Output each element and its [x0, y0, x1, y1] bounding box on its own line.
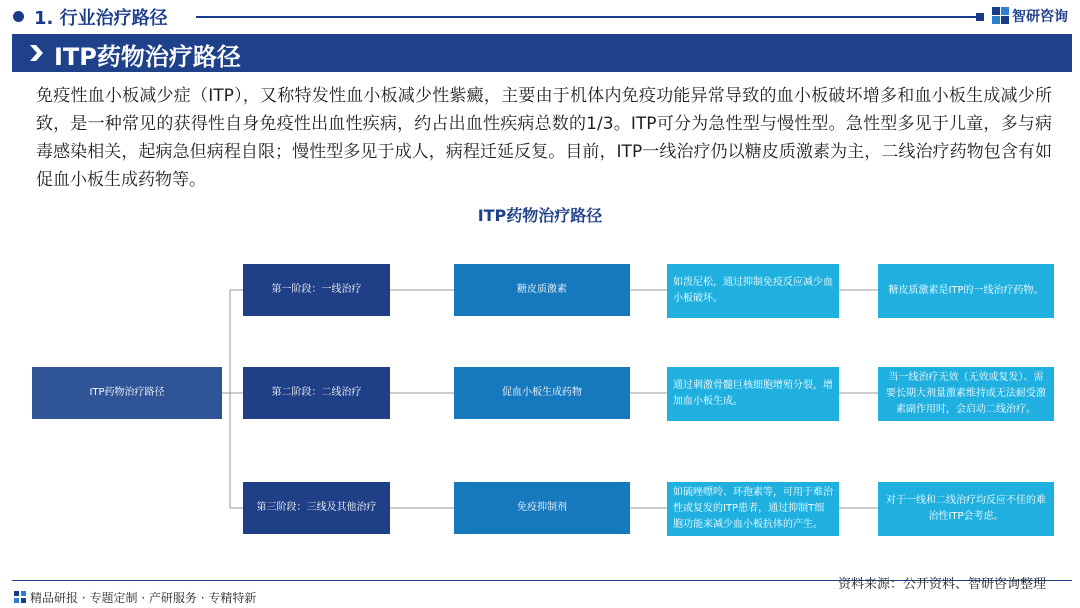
note-node-third-line: 对于一线和二线治疗均反应不佳的难治性ITP会考虑。: [878, 482, 1054, 536]
drug-node-glucocorticoid: 糖皮质激素: [454, 264, 630, 316]
drug-node-tpo-agonist: 促血小板生成药物: [454, 367, 630, 419]
stage-node-third-line: 第三阶段：三线及其他治疗: [243, 482, 390, 534]
diagram-title: ITP药物治疗路径: [477, 206, 603, 225]
section-title: 1. 行业治疗路径: [34, 8, 168, 29]
brand-logo-text: 智研咨询: [1012, 9, 1068, 25]
brand-logo-small-icon: [14, 591, 26, 603]
mechanism-node-second-line: 通过刺激骨髓巨核细胞增殖分裂，增加血小板生成。: [667, 367, 839, 421]
note-node-first-line: 糖皮质激素是ITP的一线治疗药物。: [878, 264, 1054, 318]
data-source: 资料来源：公开资料、智研咨询整理: [837, 577, 1046, 592]
note-node-second-line: 当一线治疗无效（无效或复发）、需要长期大剂量激素维持或无法耐受激素副作用时，会启动二线治疗。: [878, 367, 1054, 421]
mechanism-node-first-line: 如泼尼松，通过抑制免疫反应减少血小板破坏。: [667, 264, 839, 318]
mechanism-node-third-line: 如硫唑嘌呤、环孢素等，可用于难治性或复发的ITP患者，通过抑制T细胞功能来减少血小板抗体的产生。: [667, 482, 839, 536]
intro-paragraph: 免疫性血小板减少症（ITP），又称特发性血小板减少性紫癜，主要由于机体内免疫功能异常导致的血小板破坏增多和血小板生成减少所致，是一种常见的获得性自身免疫性出血性疾病，约占出血性疾病总数的1/3。ITP可分为急性型与慢性型。急性型多见于儿童，多与病毒感染相关，起病急但病程自限；慢性型多见于成人，病程迁延反复。目前，ITP一线治疗仍以糖皮质激素为主，二线治疗药物包含有如促血小板生成药物等。: [36, 86, 1052, 190]
banner-title: ITP药物治疗路径: [54, 43, 241, 71]
drug-node-immunosuppressant: 免疫抑制剂: [454, 482, 630, 534]
stage-node-second-line: 第二阶段：二线治疗: [243, 367, 390, 419]
root-node: ITP药物治疗路径: [32, 367, 222, 419]
stage-node-first-line: 第一阶段：一线治疗: [243, 264, 390, 316]
footer-services: 精品研报 · 专题定制 · 产研服务 · 专精特新: [30, 591, 257, 605]
